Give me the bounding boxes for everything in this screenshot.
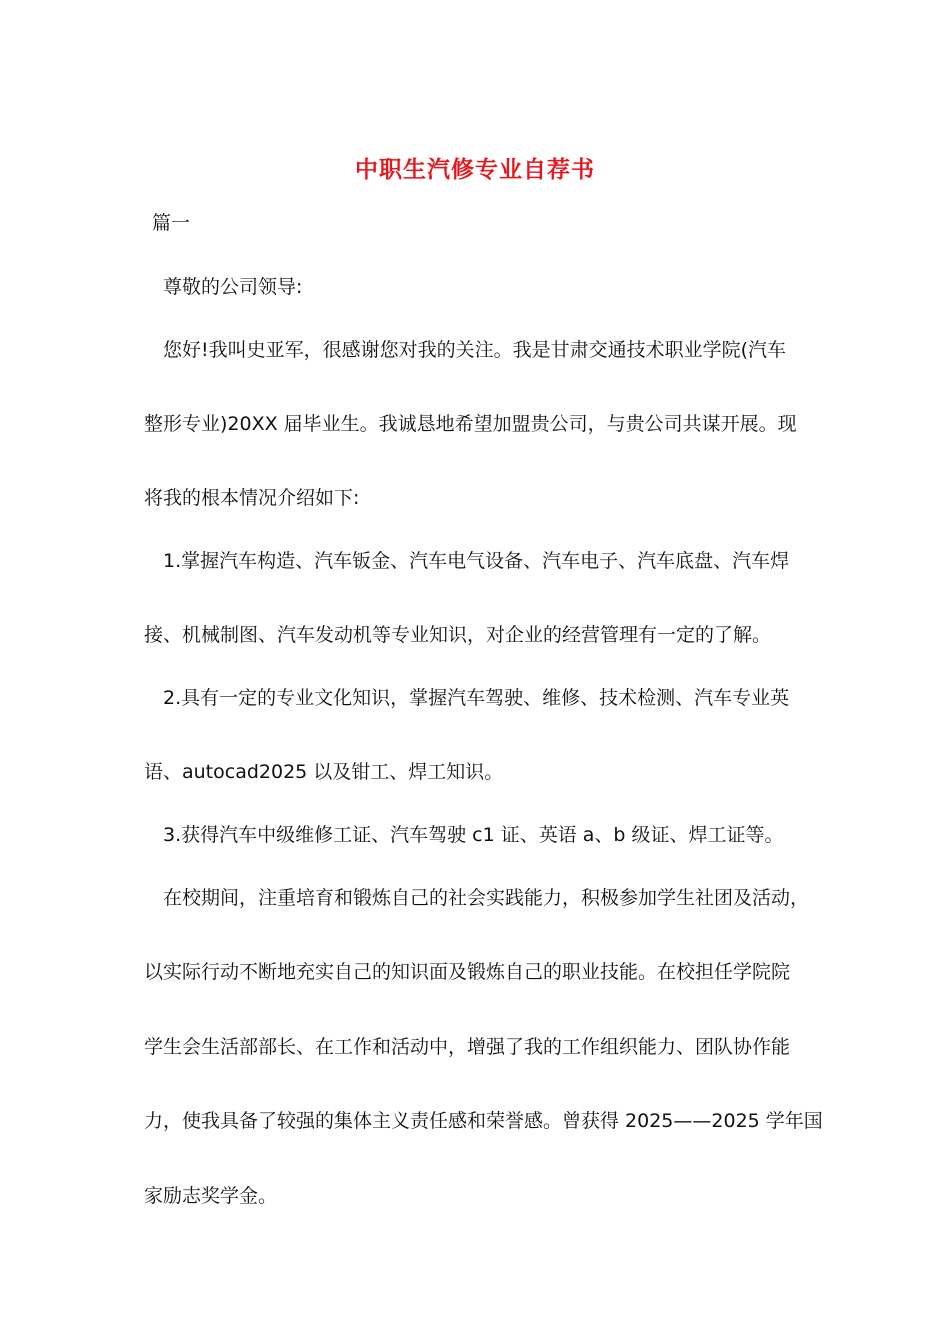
paragraph-line: 您好!我叫史亚军，很感谢您对我的关注。我是甘肃交通技术职业学院(汽车 <box>163 339 787 361</box>
paragraph-line: 家励志奖学金。 <box>144 1185 278 1207</box>
list-item-line: 语、autocad2025 以及钳工、焊工知识。 <box>144 761 504 783</box>
list-item-line: 3.获得汽车中级维修工证、汽车驾驶 c1 证、英语 a、b 级证、焊工证等。 <box>163 824 784 846</box>
document-title: 中职生汽修专业自荐书 <box>355 157 595 183</box>
list-item-line: 1.掌握汽车构造、汽车钣金、汽车电气设备、汽车电子、汽车底盘、汽车焊 <box>163 550 790 572</box>
section-heading: 篇一 <box>152 212 191 234</box>
paragraph-line: 将我的根本情况介绍如下: <box>144 487 360 509</box>
list-item-line: 2.具有一定的专业文化知识，掌握汽车驾驶、维修、技术检测、汽车专业英 <box>163 687 790 709</box>
paragraph-line: 学生会生活部部长、在工作和活动中，增强了我的工作组织能力、团队协作能 <box>144 1036 791 1058</box>
paragraph-line: 在校期间，注重培育和锻炼自己的社会实践能力，积极参加学生社团及活动， <box>163 887 810 909</box>
paragraph-line: 整形专业)20XX 届毕业生。我诚恳地希望加盟贵公司，与贵公司共谋开展。现 <box>144 413 797 435</box>
paragraph-line: 力，使我具备了较强的集体主义责任感和荣誉感。曾获得 2025——2025 学年国 <box>144 1110 823 1132</box>
list-item-line: 接、机械制图、汽车发动机等专业知识，对企业的经营管理有一定的了解。 <box>144 624 772 646</box>
paragraph-line: 以实际行动不断地充实自己的知识面及锻炼自己的职业技能。在校担任学院院 <box>144 961 791 983</box>
salutation: 尊敬的公司领导: <box>163 276 303 298</box>
